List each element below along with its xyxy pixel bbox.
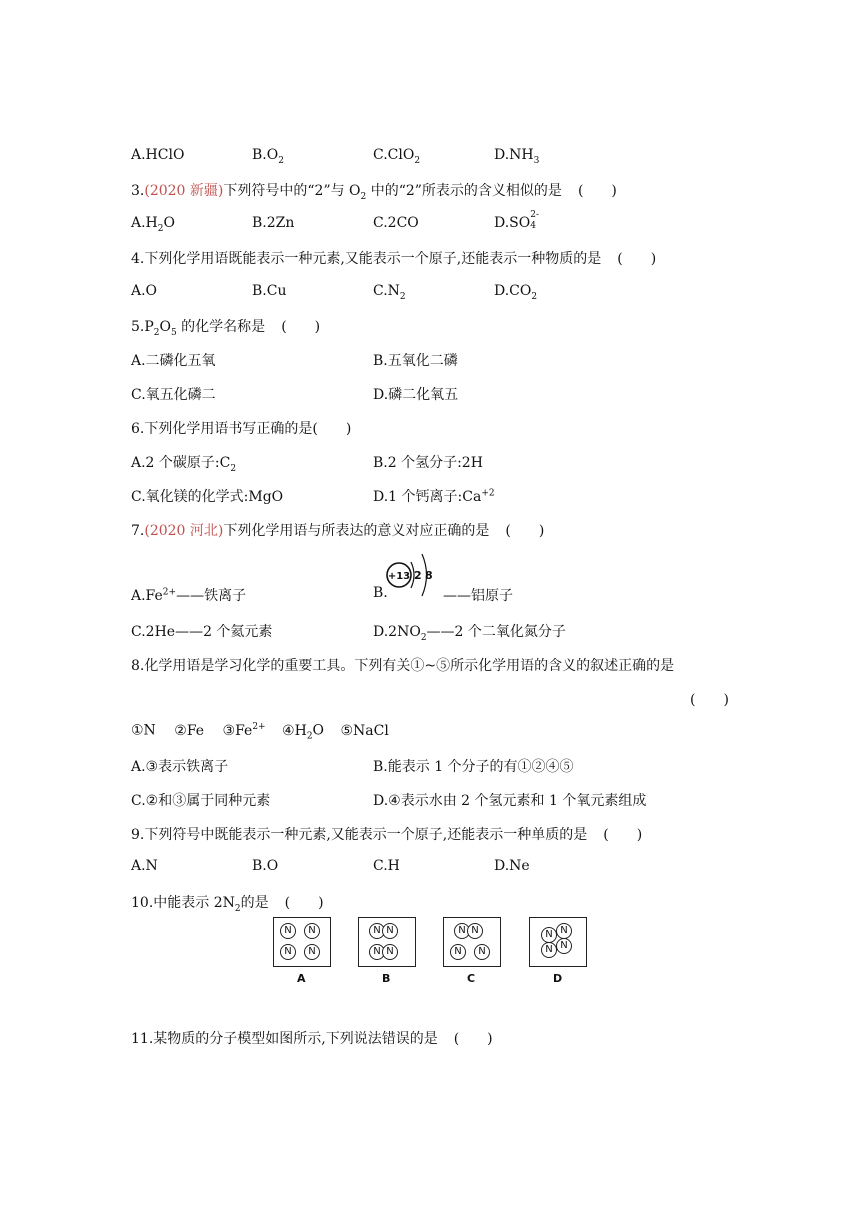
nitrogen-atom: N	[280, 923, 296, 939]
answer-blank: ( )	[617, 251, 657, 267]
nitrogen-atom: N	[467, 923, 483, 939]
nitrogen-atom: N	[382, 923, 398, 939]
q8-option-c: C.②和③属于同种元素	[131, 793, 271, 809]
q5-option-c: C.氧五化磷二	[131, 387, 216, 403]
answer-blank: ( )	[312, 421, 352, 437]
q3-option-a: $A.H_2O$	[131, 215, 175, 234]
answer-blank: ( )	[603, 827, 643, 843]
figure-d-box	[529, 917, 587, 967]
q8-option-b: B.能表示 1 个分子的有①②④⑤	[373, 759, 574, 775]
q9-option-a: A.N	[131, 858, 158, 874]
q7-option-b-meaning: ——铝原子	[443, 588, 513, 604]
nitrogen-atom: N	[474, 944, 490, 960]
figure-b-label: B	[382, 972, 391, 985]
atom-structure-diagram	[384, 550, 438, 608]
q4-option-d: $D.CO_2$	[494, 283, 538, 302]
q2-option-a: A.HClO	[131, 147, 185, 163]
figure-c-label: C	[467, 972, 476, 985]
q5-option-d: D.磷二化氧五	[373, 387, 459, 403]
answer-blank: ( )	[690, 692, 729, 708]
q6-option-d: D.1 个钙离子$:Ca^{+2}$	[373, 488, 495, 505]
figure-b-box	[358, 917, 416, 967]
q2-option-c: C.ClO$_2$	[373, 147, 421, 166]
nitrogen-atom: N	[382, 944, 398, 960]
figure-a-label: A	[297, 972, 306, 985]
q3-option-b: B.2Zn	[252, 215, 295, 231]
nucleus-charge: +13	[387, 571, 411, 582]
q7-option-b: B.	[373, 585, 388, 601]
q7-source: (2020 河北)	[144, 523, 224, 539]
q2-option-b: $B.O_2$	[252, 147, 284, 166]
answer-blank: ( )	[577, 183, 617, 199]
q3-option-c: C.2CO	[373, 215, 419, 231]
nitrogen-atom: N	[280, 944, 296, 960]
q9-option-b: B.O	[252, 858, 279, 874]
nitrogen-atom: N	[454, 923, 470, 939]
figure-a-box	[273, 917, 331, 967]
electron-shell-1-count: 2	[414, 569, 422, 582]
figure-d-label: D	[553, 972, 563, 985]
nitrogen-atom: N	[369, 944, 385, 960]
q4-option-b: B.Cu	[252, 283, 287, 299]
q5-stem: $5.P_2O_5$ 的化学名称是 ( )	[131, 316, 320, 338]
nitrogen-atom: N	[369, 923, 385, 939]
nitrogen-atom: N	[304, 944, 320, 960]
nitrogen-atom: N	[556, 923, 572, 939]
q8-stem: 8.化学用语是学习化学的重要工具。下列有关①~⑤所示化学用语的含义的叙述正确的是	[131, 658, 675, 674]
nitrogen-atom: N	[541, 927, 557, 943]
nitrogen-atom: N	[556, 938, 572, 954]
q5-option-a: A.二磷化五氧	[131, 353, 216, 369]
nitrogen-atom: N	[541, 942, 557, 958]
q6-option-b: B.2 个氢分子:2H	[373, 455, 483, 471]
q10-stem: 10.中能表示 $2N_2$的是 ( )	[131, 892, 324, 914]
q9-stem: 9.下列符号中既能表示一种元素,又能表示一个原子,还能表示一种单质的是 ( )	[131, 824, 642, 844]
electron-shell-2-count: 8	[425, 569, 433, 582]
nitrogen-atom: N	[304, 923, 320, 939]
q5-option-b: B.五氧化二磷	[373, 353, 458, 369]
q3-stem: 3.(2020 新疆)下列符号中的“2”与 $O_2$ 中的“2”所表示的含义相似的是 ( )	[131, 180, 617, 202]
q7-option-d: $D.2NO_2——2$ 个二氧化氮分子	[373, 624, 566, 643]
answer-blank: ( )	[505, 523, 545, 539]
q6-option-c: C.氧化镁的化学式:MgO	[131, 489, 284, 505]
q8-option-a: A.③表示铁离子	[131, 759, 229, 775]
q6-stem: 6.下列化学用语书写正确的是( )	[131, 421, 352, 437]
answer-blank: ( )	[453, 1031, 493, 1047]
figure-c-box	[443, 917, 501, 967]
q9-option-d: D.Ne	[494, 858, 530, 874]
q11-stem: 11.某物质的分子模型如图所示,下列说法错误的是 ( )	[131, 1028, 493, 1048]
q8-option-d: D.④表示水由 2 个氢元素和 1 个氧元素组成	[373, 793, 647, 809]
q7-option-a: $A.Fe^{2+}——$铁离子	[131, 587, 247, 604]
q4-option-c: $C.N_2$	[373, 283, 406, 302]
q4-stem: 4.下列化学用语既能表示一种元素,又能表示一个原子,还能表示一种物质的是 ( )	[131, 248, 656, 268]
q6-option-a: A.2 个碳原子$:C_2$	[131, 455, 237, 474]
q7-option-c: C.2He——2 个氦元素	[131, 624, 273, 640]
q3-option-d: D.SO 2- 4	[494, 210, 540, 231]
q3-source: (2020 新疆)	[144, 183, 224, 199]
q4-option-a: A.O	[131, 283, 158, 299]
q7-stem: 7.(2020 河北)下列化学用语与所表达的意义对应正确的是 ( )	[131, 520, 544, 540]
answer-blank: ( )	[281, 319, 321, 335]
q9-option-c: C.H	[373, 858, 400, 874]
nitrogen-atom: N	[450, 944, 466, 960]
q2-option-d: $D.NH_3$	[494, 147, 540, 166]
q8-symbols: ①N ②Fe $③Fe^{2+}$ $④H_2O$ ⑤NaCl	[131, 722, 389, 742]
answer-blank: ( )	[284, 895, 324, 911]
